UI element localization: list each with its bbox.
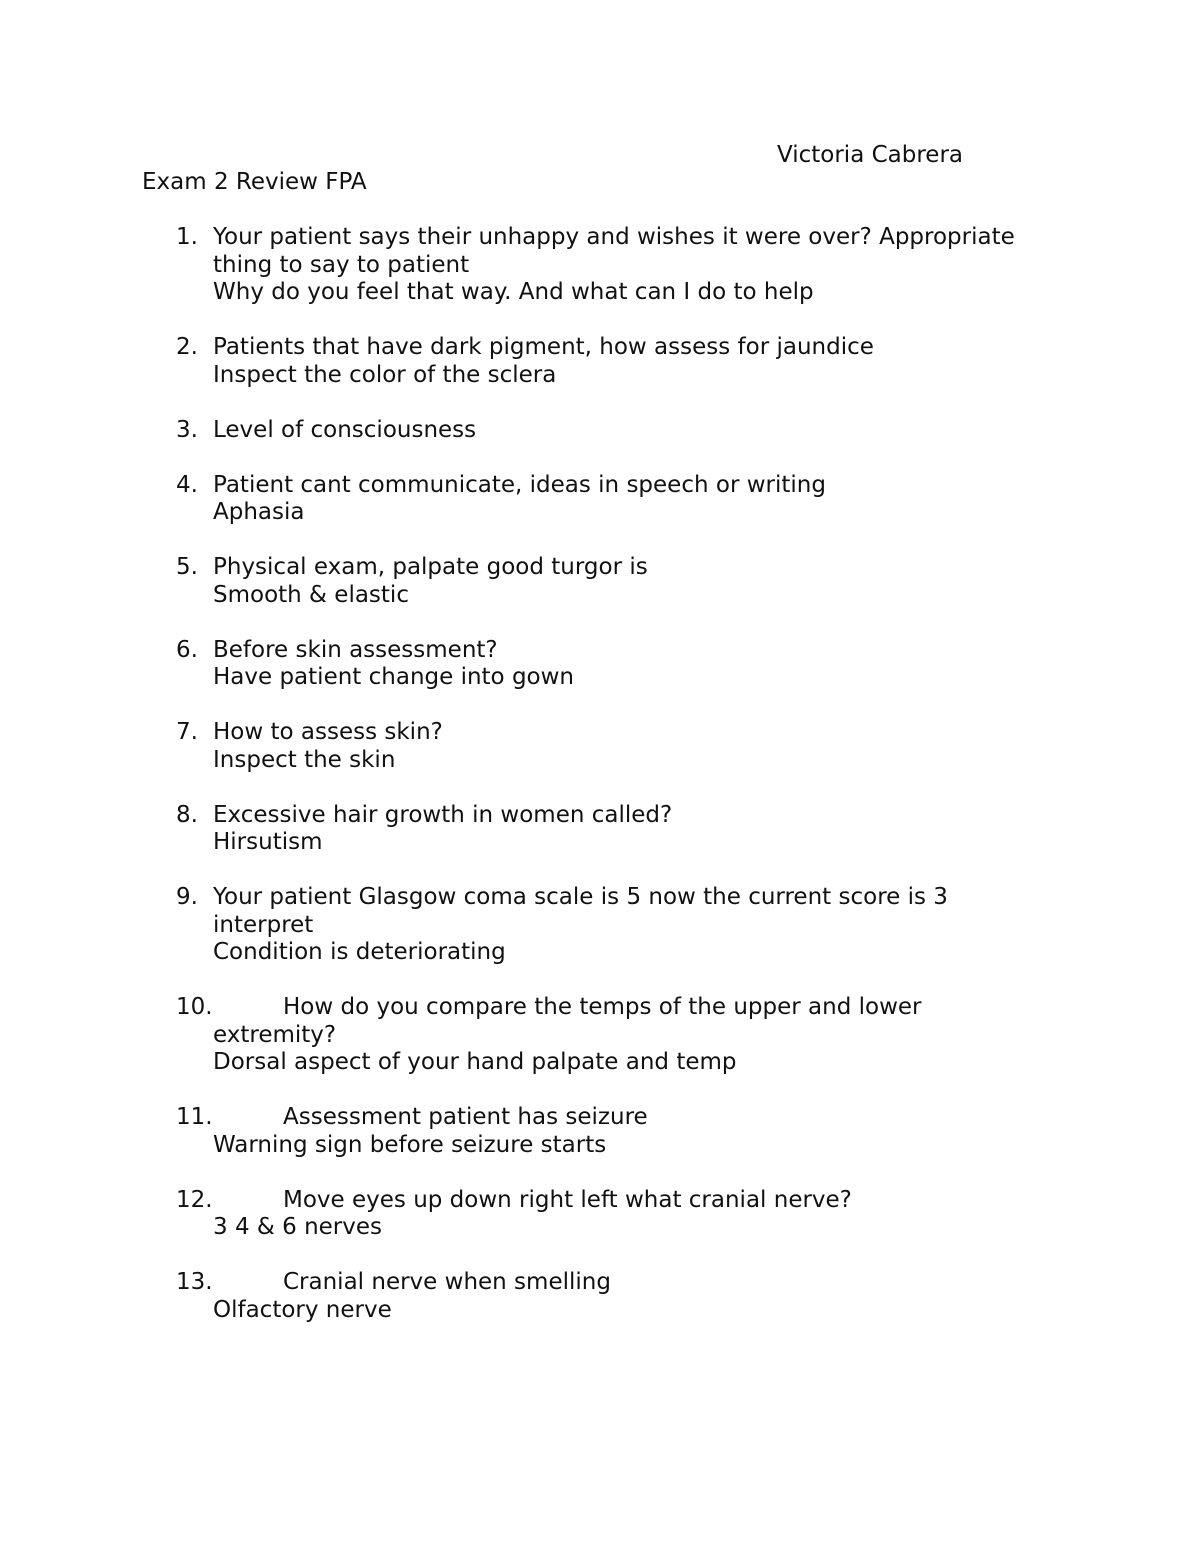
item-answer: 3 4 & 6 nerves xyxy=(213,1214,383,1240)
item-number: 13. xyxy=(176,1269,213,1295)
item-number: 5. xyxy=(176,554,198,580)
list-item xyxy=(0,1104,1043,1159)
item-number: 7. xyxy=(176,719,198,745)
item-question: Level of consciousness xyxy=(213,416,477,443)
list-item xyxy=(0,1269,1043,1324)
item-answer: Have patient change into gown xyxy=(213,664,575,690)
item-number: 8. xyxy=(176,801,198,828)
list-item xyxy=(0,1187,1043,1242)
list-item xyxy=(0,637,1043,692)
item-question: How to assess skin? xyxy=(213,719,443,745)
list-item xyxy=(0,417,1043,445)
item-answer: Smooth & elastic xyxy=(213,581,409,608)
item-number: 2. xyxy=(176,334,198,360)
item-number: 3. xyxy=(176,416,198,443)
item-question: Patients that have dark pigment, how assess for jaundice xyxy=(213,334,874,360)
item-number: 1. xyxy=(176,224,198,250)
list-item xyxy=(0,472,1043,527)
list-item xyxy=(0,719,1043,774)
item-question: Move eyes up down right left what cranial nerve? xyxy=(283,1186,852,1213)
list-item xyxy=(0,994,1043,1077)
item-number: 9. xyxy=(176,884,198,910)
item-answer: Aphasia xyxy=(213,499,305,525)
question-list xyxy=(0,224,1200,1352)
item-question: Excessive hair growth in women called? xyxy=(213,801,673,828)
item-question: Patient cant communicate, ideas in speech or writing xyxy=(213,471,826,498)
item-answer: Inspect the skin xyxy=(213,746,396,773)
document-title: Exam 2 Review FPA xyxy=(142,169,367,195)
item-number: 12. xyxy=(176,1186,213,1213)
item-answer: Why do you feel that way. And what can I do to help xyxy=(213,279,814,305)
item-answer: Hirsutism xyxy=(213,829,323,855)
item-answer: Inspect the color of the sclera xyxy=(213,361,557,388)
item-question: Cranial nerve when smelling xyxy=(283,1269,611,1295)
list-item xyxy=(0,802,1043,857)
item-question: Assessment patient has seizure xyxy=(283,1104,648,1130)
item-question: How do you compare the temps of the upper and lower extremity? xyxy=(213,994,922,1048)
item-answer: Condition is deteriorating xyxy=(213,939,506,965)
item-answer: Olfactory nerve xyxy=(213,1296,392,1323)
item-answer: Warning sign before seizure starts xyxy=(213,1131,607,1158)
item-number: 6. xyxy=(176,636,198,663)
item-question: Physical exam, palpate good turgor is xyxy=(213,554,648,580)
item-question: Your patient Glasgow coma scale is 5 now the current score is 3 interpret xyxy=(213,884,948,938)
item-number: 4. xyxy=(176,471,198,498)
list-item xyxy=(0,554,1043,609)
item-answer: Dorsal aspect of your hand palpate and temp xyxy=(213,1049,737,1075)
author-name: Victoria Cabrera xyxy=(777,142,964,168)
list-item xyxy=(0,224,1043,307)
list-item xyxy=(0,884,1043,967)
item-number: 10. xyxy=(176,994,213,1020)
item-question: Before skin assessment? xyxy=(213,636,498,663)
item-question: Your patient says their unhappy and wishes it were over? Appropriate thing to say to patient xyxy=(213,224,1015,278)
list-item xyxy=(0,334,1043,389)
item-number: 11. xyxy=(176,1104,213,1130)
